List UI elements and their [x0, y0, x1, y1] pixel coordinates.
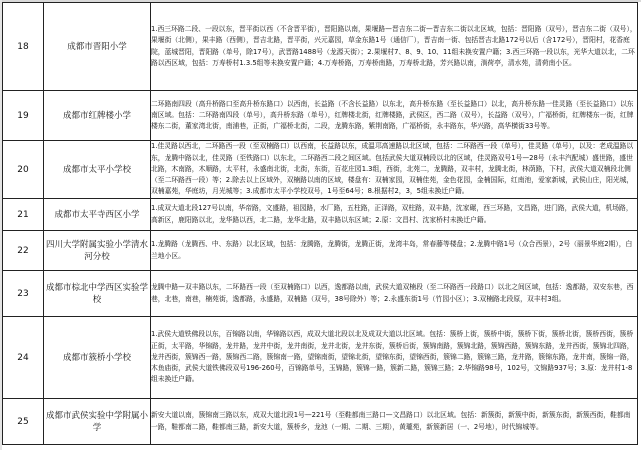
table-row: [3, 141, 638, 199]
table-row: [3, 399, 638, 445]
row-number: 18: [3, 3, 44, 91]
row-number: 20: [3, 141, 44, 199]
table-row: [3, 271, 638, 317]
table-row: [3, 231, 638, 271]
school-name: 成都市簇桥小学校: [44, 317, 151, 399]
district-description: 二环路南四段（高升桥路口至高升桥东路口）以西南，长益路（不含长益路）以东北，高升桥东路（至长益路口）以北，高升桥东路一佳灵路（至长益路口）以东南区域。包括：二环路南四段（单号），高升桥东路（单号），红牌楼北街，红牌楼路，武侯区，西二路（双号），长益路（双号），广福桥街，红牌楼东一街，红牌楼东二街，董家湾北街，南浦巷，正街，广福桥北街，二段，龙腾东路，紫荆南路，广福桥街，永丰路东，华兴路，高华横街33号等。: [151, 91, 638, 141]
row-number: 25: [3, 399, 44, 445]
district-description: 龙腾中路—双丰路以东，二环路西一段（至双楠路口）以西，逸都路以南，武侯大道双楠段（至二环路西一段路口）以北之间区域，包括：逸都路，双安东巷，西巷，北巷，南巷，楠苑街，逸都路，永盛路，双楠路（双号，38号除外）等；2.永盛东街1号（竹园小区）；3.双楠路北段原，双丰村3组。: [151, 271, 638, 317]
school-name: 四川大学附属实验小学清水河分校: [44, 231, 151, 271]
school-name: 成都市太平小学校: [44, 141, 151, 199]
school-name: 成都市棕北中学西区实验学校: [44, 271, 151, 317]
district-description: 1.成双大道北段127号以南，华帝路，文盛路，祖园路，水厂路，五柱路，正泽路，双柱路，双丰路，沈家碾，西三环路，文昌路，进门路，武侯大道，机场路，高新区，鹿阳路以北，龙华路以西，北二路，龙华北路，双丰路以东区域；2.原：文昌村、沈家桥村未换迁户籍。: [151, 199, 638, 231]
district-description: 1.武侯大道铁佛段以东，百锦路以南，华锦路以西，成双大道北段以北及成双大道以北区域。包括：簇桥上街，簇桥中街，簇桥下街，簇桥北街，簇桥西街，簇桥正街，太平路，华锦路，龙井路，龙井中街，龙井南街，龙井北街，龙井东街，簇桥后街，簇锦南路，簇锦北路，簇锦西路，簇锦东路，龙井西街，簇锦北四路，龙井西街，簇锦西一路，簇锦西二路，簇锦南一路，望锦南街，望锦北街，望锦东街，望锦西街，簇锦二路，簇锦三路，龙井路，簇锦东路，龙井南，簇锦一路，木鱼庙街，武侯大道铁佛段双号196-260号，百锦路单号，玉锦路，簇锦一路，簇新二路，簇锦三路；2.华锦路98号，102号，文锦路937号；3.原：龙井村1-8组未换迁户籍。: [151, 317, 638, 399]
school-name: 成都市晋阳小学: [44, 3, 151, 91]
row-number: 21: [3, 199, 44, 231]
district-description: 1.佳灵路以西北，二环路西一段（至双楠路口）以西南，长益路以东，成温邛高速路以北区域，包括：二环路西一段（单号），佳灵路（单号），以及：老成温路以东，龙腾中路以北，佳灵路（至铁路口）以东北，二环路西二段之间区域。包括武侯大道双楠段以北的区域，佳灵路双号1号—28号（永丰汽配城）盛世路，盛世北路，木南路，木顺路，太平村，永盛南北街，北街，东街，百花庄园1.3组，西街，北苑二，龙腾路，双丰村，龙腾北街，林荫路，下村，武侯大道双楠段北侧（至二环路西一段）等；2.除去以上区域外，双楠路以南的区域，楼盘有：双楠家园，双楠佳苑，金色花园，金楠国际，红南池，爱家新城，武侯山庄，阳光城，双楠嘉苑，华庭坊，月光城等；3.成都市太平小学校双号，1号至64号；8.根据村2，3，5组未换迁户籍。: [151, 141, 638, 199]
district-description: 新安大道以南，簇锦南三路以东，成双大道北段1号—221号（至鞋都南三路口—文昌路口）以北区域。包括：新簇街，新簇中街，新簇东街，新簇西街，鞋都南一路，鞋都南二路，鞋都南三路，新安大道，簇桥乡，龙池（一期、二期、三期），黄瓏苑，新簇新居（一、2号地），时代锦城等。: [151, 399, 638, 445]
district-description: 1.西三环路二段、一段以东，晋平街以西（不含晋平街），晋阳路以南，果堰路—晋吉东二街—晋吉东二街以北区域，包括：晋阳路（双号），晋吉东二街（双号），果堰街（北侧），果丰路（西侧），晋吉北路，晋平街，兴元嘉园，草金东路1号（通信厂），晋吉南一街、包括晋吉北路172号以后（含172号），晋阳村，花香庭院，蓝城晋阳，晋阳路（单号，除17号），武晋路1488号（龙源天街）；2.果堰村7、8、9、10、11组未换安置户籍；3.西三环路一段以东，光华大道以北，二环路以西区域，包括：万寿桥村1.3.5组等未换安置户籍；4.万寿桥路，万寿桥南路，万寿桥北路，芳兴路以南，淌荷亭，清水苑，清荷南小区。: [151, 3, 638, 91]
row-number: 22: [3, 231, 44, 271]
school-name: 成都市武侯实验中学附属小学: [44, 399, 151, 445]
table-row: [3, 199, 638, 231]
table-row: [3, 91, 638, 141]
school-name: 成都市红牌楼小学: [44, 91, 151, 141]
row-number: 19: [3, 91, 44, 141]
district-description: 1.龙腾路（龙腾西、中、东路）以北区域，包括：龙腾路，龙腾街，龙腾正街，龙湾丰岛，常春藤等楼盘；2.龙腾中路1号（众合西景），2号（丽景华庭2期），白兰地小区。: [151, 231, 638, 271]
row-number: 24: [3, 317, 44, 399]
table-row: [3, 317, 638, 399]
school-district-table: [2, 2, 638, 445]
table-row: [3, 3, 638, 91]
school-name: 成都市太平寺西区小学: [44, 199, 151, 231]
row-number: 23: [3, 271, 44, 317]
